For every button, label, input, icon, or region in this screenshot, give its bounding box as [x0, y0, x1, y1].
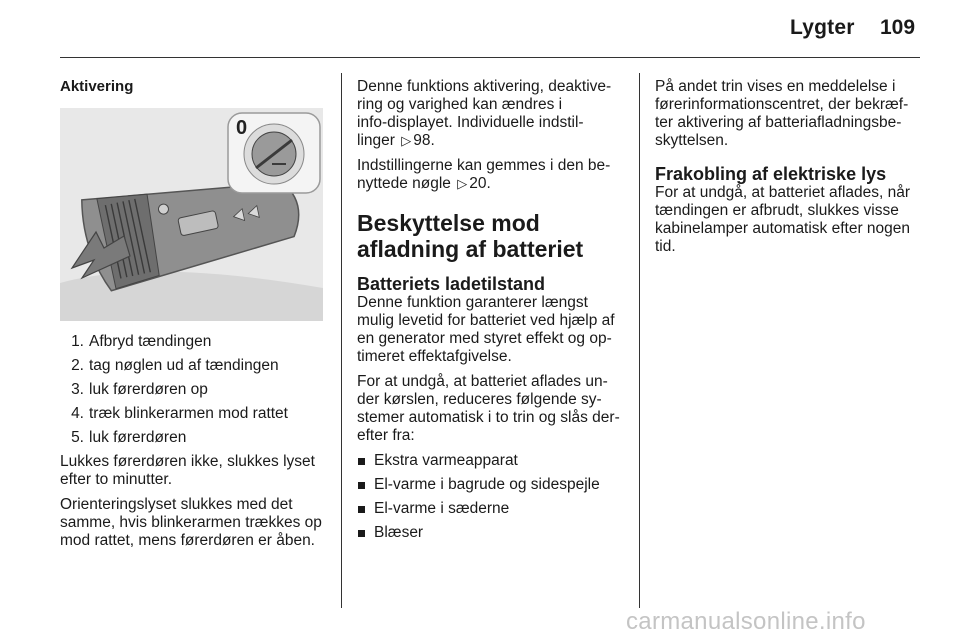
figure-light-switch-stalk — [60, 108, 323, 321]
list-item — [60, 381, 328, 399]
list-item — [60, 357, 328, 375]
figure-callout-number: 0 — [236, 117, 248, 139]
bullet-square-icon — [358, 458, 365, 465]
paragraph: For at undgå, at batteriet aflades un-der kørslen, reduceres følgende sy-stemer automatisk i to trin og slås der-efter fra: — [357, 373, 620, 444]
list-item — [60, 429, 328, 447]
step-text: tag nøglen ud af tændingen — [89, 357, 279, 374]
section-subheading: Batteriets ladetilstand — [357, 274, 546, 294]
list-item — [357, 500, 629, 518]
step-text: træk blinkerarmen mod rattet — [89, 405, 288, 422]
column-2 — [357, 78, 629, 548]
bullet-text: Blæser — [374, 524, 424, 541]
step-number: 3. — [71, 381, 84, 398]
watermark: carmanualsonline.info — [626, 608, 866, 635]
paragraph: På andet trin vises en meddelelse i førerinformationscentret, der bekræf-ter aktivering af batteriafladningsbe-skyttelsen. — [655, 78, 909, 149]
step-text: luk førerdøren op — [89, 381, 208, 398]
text-line: nyttede nøgle — [357, 175, 451, 192]
stalk-illustration — [60, 108, 323, 321]
section-subheading: Aktivering — [60, 78, 134, 95]
reference-arrow-icon: ▷ — [401, 133, 412, 148]
list-item — [357, 524, 629, 542]
paragraph: Lukkes førerdøren ikke, slukkes lyset efter to minutter. — [60, 453, 315, 488]
paragraph — [357, 157, 629, 193]
bullet-text: El-varme i sæderne — [374, 500, 510, 517]
step-text: Afbryd tændingen — [89, 333, 212, 350]
list-item — [357, 452, 629, 470]
paragraph: For at undgå, at batteriet aflades, når tændingen er afbrudt, slukkes visse kabinelamper automatisk efter nogen tid. — [655, 184, 911, 255]
column-1 — [60, 78, 328, 557]
section-heading: Beskyttelse mod afladning af batteriet — [357, 210, 584, 262]
paragraph: Denne funktion garanterer længst mulig levetid for batteriet ved hjælp af en generator med styret effekt og op-timeret effektafgivelse. — [357, 294, 615, 365]
paragraph — [357, 78, 629, 150]
page-reference: 98. — [413, 132, 435, 149]
text-line: linger — [357, 132, 395, 149]
steps-list — [60, 333, 328, 447]
step-number: 5. — [71, 429, 84, 446]
bullet-square-icon — [358, 506, 365, 513]
bullet-text: El-varme i bagrude og sidespejle — [374, 476, 600, 493]
text-line: info-displayet. Individuelle indstil- — [357, 114, 584, 131]
bullet-square-icon — [358, 530, 365, 537]
column-divider-1 — [341, 73, 342, 608]
bullet-list — [357, 452, 629, 542]
reference-arrow-icon: ▷ — [457, 176, 468, 191]
list-item — [357, 476, 629, 494]
text-line: ring og varighed kan ændres i — [357, 96, 563, 113]
step-number: 4. — [71, 405, 84, 422]
bullet-square-icon — [358, 482, 365, 489]
text-line: Indstillingerne kan gemmes i den be- — [357, 157, 611, 174]
step-text: luk førerdøren — [89, 429, 187, 446]
page-reference: 20. — [469, 175, 491, 192]
step-number: 1. — [71, 333, 84, 350]
paragraph: Orienteringslyset slukkes med det samme, hvis blinkerarmen trækkes op mod rattet, mens førerdøren er åben. — [60, 496, 322, 549]
page-number: 109 — [880, 16, 916, 39]
list-item — [60, 405, 328, 423]
page-header-title: Lygter — [790, 16, 855, 39]
column-divider-2 — [639, 73, 640, 608]
column-3 — [655, 78, 925, 263]
list-item — [60, 333, 328, 351]
section-subheading: Frakobling af elektriske lys — [655, 164, 887, 184]
text-line: Denne funktions aktivering, deaktive- — [357, 78, 612, 95]
bullet-text: Ekstra varmeapparat — [374, 452, 518, 469]
header-rule — [60, 57, 920, 58]
step-number: 2. — [71, 357, 84, 374]
